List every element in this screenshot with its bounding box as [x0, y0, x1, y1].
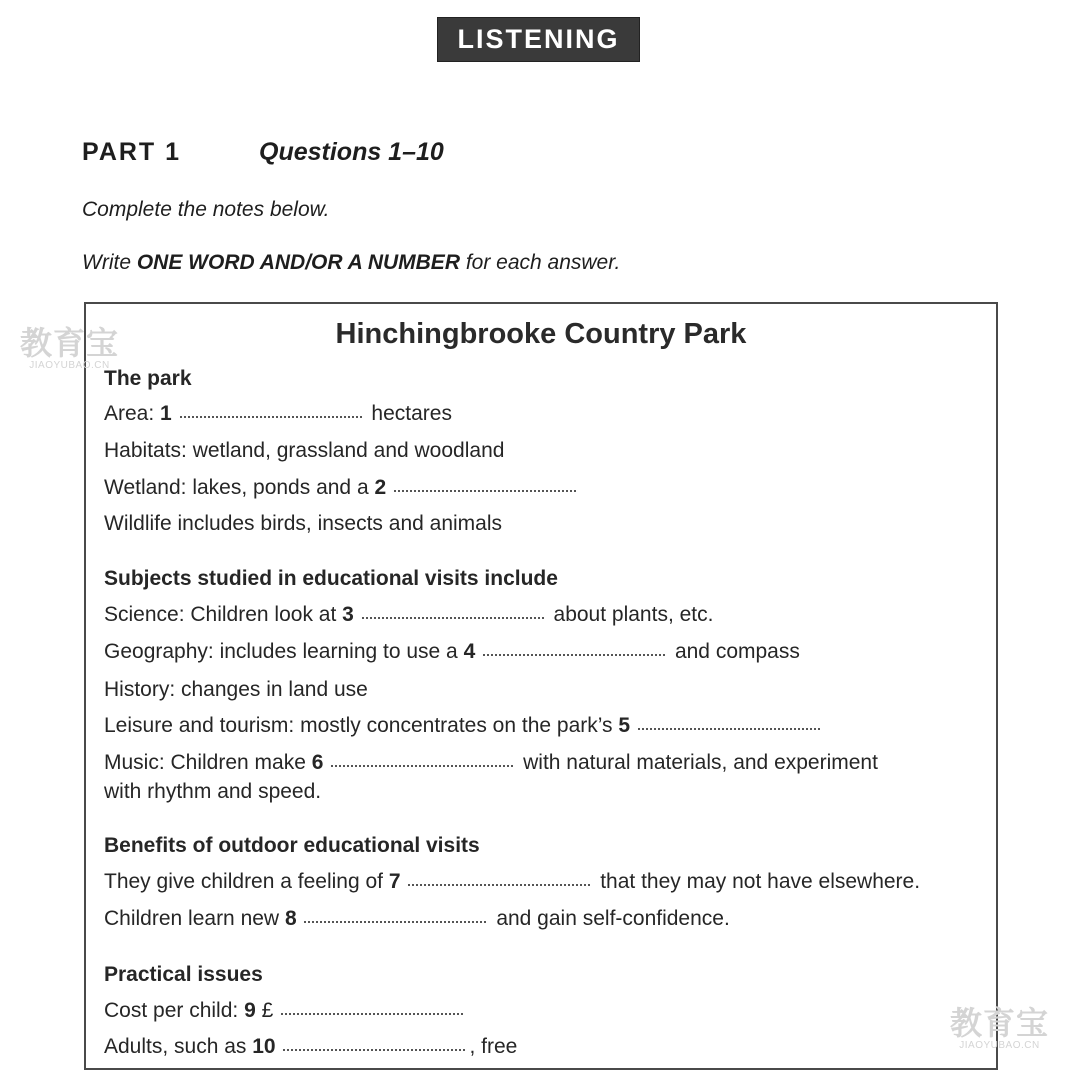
word-limit-emphasis: ONE WORD AND/OR A NUMBER	[136, 251, 460, 274]
question-number-6: 6	[311, 751, 324, 774]
answer-gap-2[interactable]	[394, 489, 576, 492]
answer-gap-6[interactable]	[331, 764, 513, 767]
note-feeling: They give children a feeling of 7 that they may not have elsewhere.	[104, 870, 921, 893]
note-cost: Cost per child: 9 £	[104, 999, 467, 1023]
question-number-10: 10	[252, 1035, 276, 1058]
watermark-top-left	[20, 326, 119, 372]
watermark-logo-text: 教育宝	[20, 325, 120, 361]
answer-gap-7[interactable]	[408, 883, 590, 886]
watermark-url: JIAOYUBAO.CN	[29, 360, 110, 371]
note-music: Music: Children make 6 with natural materials, and experiment	[104, 751, 878, 774]
watermark-bottom-right	[950, 1006, 1049, 1052]
question-number-1: 1	[160, 402, 172, 425]
answer-gap-9[interactable]	[281, 1012, 463, 1015]
watermark-logo-text: 教育宝	[950, 1005, 1050, 1041]
answer-gap-3[interactable]	[362, 616, 544, 619]
note-habitats: Habitats: wetland, grassland and woodland	[104, 439, 505, 462]
heading-the-park: The park	[104, 367, 192, 390]
question-number-2: 2	[374, 476, 387, 499]
question-number-9: 9	[244, 999, 256, 1022]
currency-sign: £	[261, 999, 274, 1022]
part-header	[82, 138, 444, 167]
note-science: Science: Children look at 3 about plants, etc.	[104, 603, 714, 626]
question-number-4: 4	[463, 640, 476, 663]
part-label: PART 1	[82, 138, 182, 166]
note-learn: Children learn new 8 and gain self-confidence.	[104, 907, 730, 930]
questions-range: Questions 1–10	[259, 138, 444, 166]
heading-subjects: Subjects studied in educational visits include	[104, 567, 558, 590]
answer-gap-1[interactable]	[180, 415, 362, 418]
note-geography: Geography: includes learning to use a 4 and compass	[104, 640, 800, 663]
note-leisure: Leisure and tourism: mostly concentrates on the park’s 5	[104, 714, 824, 738]
answer-gap-8[interactable]	[304, 920, 486, 923]
note-area: Area: 1 hectares	[104, 402, 452, 425]
note-wildlife: Wildlife includes birds, insects and animals	[104, 512, 503, 535]
question-number-5: 5	[618, 714, 631, 737]
question-number-8: 8	[284, 907, 297, 930]
instruction-complete: Complete the notes below.	[82, 198, 330, 221]
watermark-url: JIAOYUBAO.CN	[959, 1040, 1040, 1051]
heading-benefits: Benefits of outdoor educational visits	[104, 834, 480, 857]
section-banner: LISTENING	[437, 17, 640, 62]
heading-practical: Practical issues	[104, 963, 263, 986]
question-number-7: 7	[388, 870, 401, 893]
answer-gap-10[interactable]	[283, 1048, 465, 1051]
answer-gap-5[interactable]	[638, 727, 820, 730]
instruction-word-limit: Write ONE WORD AND/OR A NUMBER for each answer.	[82, 251, 621, 274]
note-wetland: Wetland: lakes, ponds and a 2	[104, 476, 580, 500]
note-history: History: changes in land use	[104, 678, 368, 701]
question-number-3: 3	[342, 603, 354, 626]
answer-gap-4[interactable]	[483, 653, 665, 656]
notes-box	[84, 302, 998, 1070]
notes-title: Hinchingbrooke Country Park	[335, 318, 747, 350]
note-music-continued: with rhythm and speed.	[104, 780, 322, 803]
note-adults: Adults, such as 10 , free	[104, 1035, 518, 1058]
